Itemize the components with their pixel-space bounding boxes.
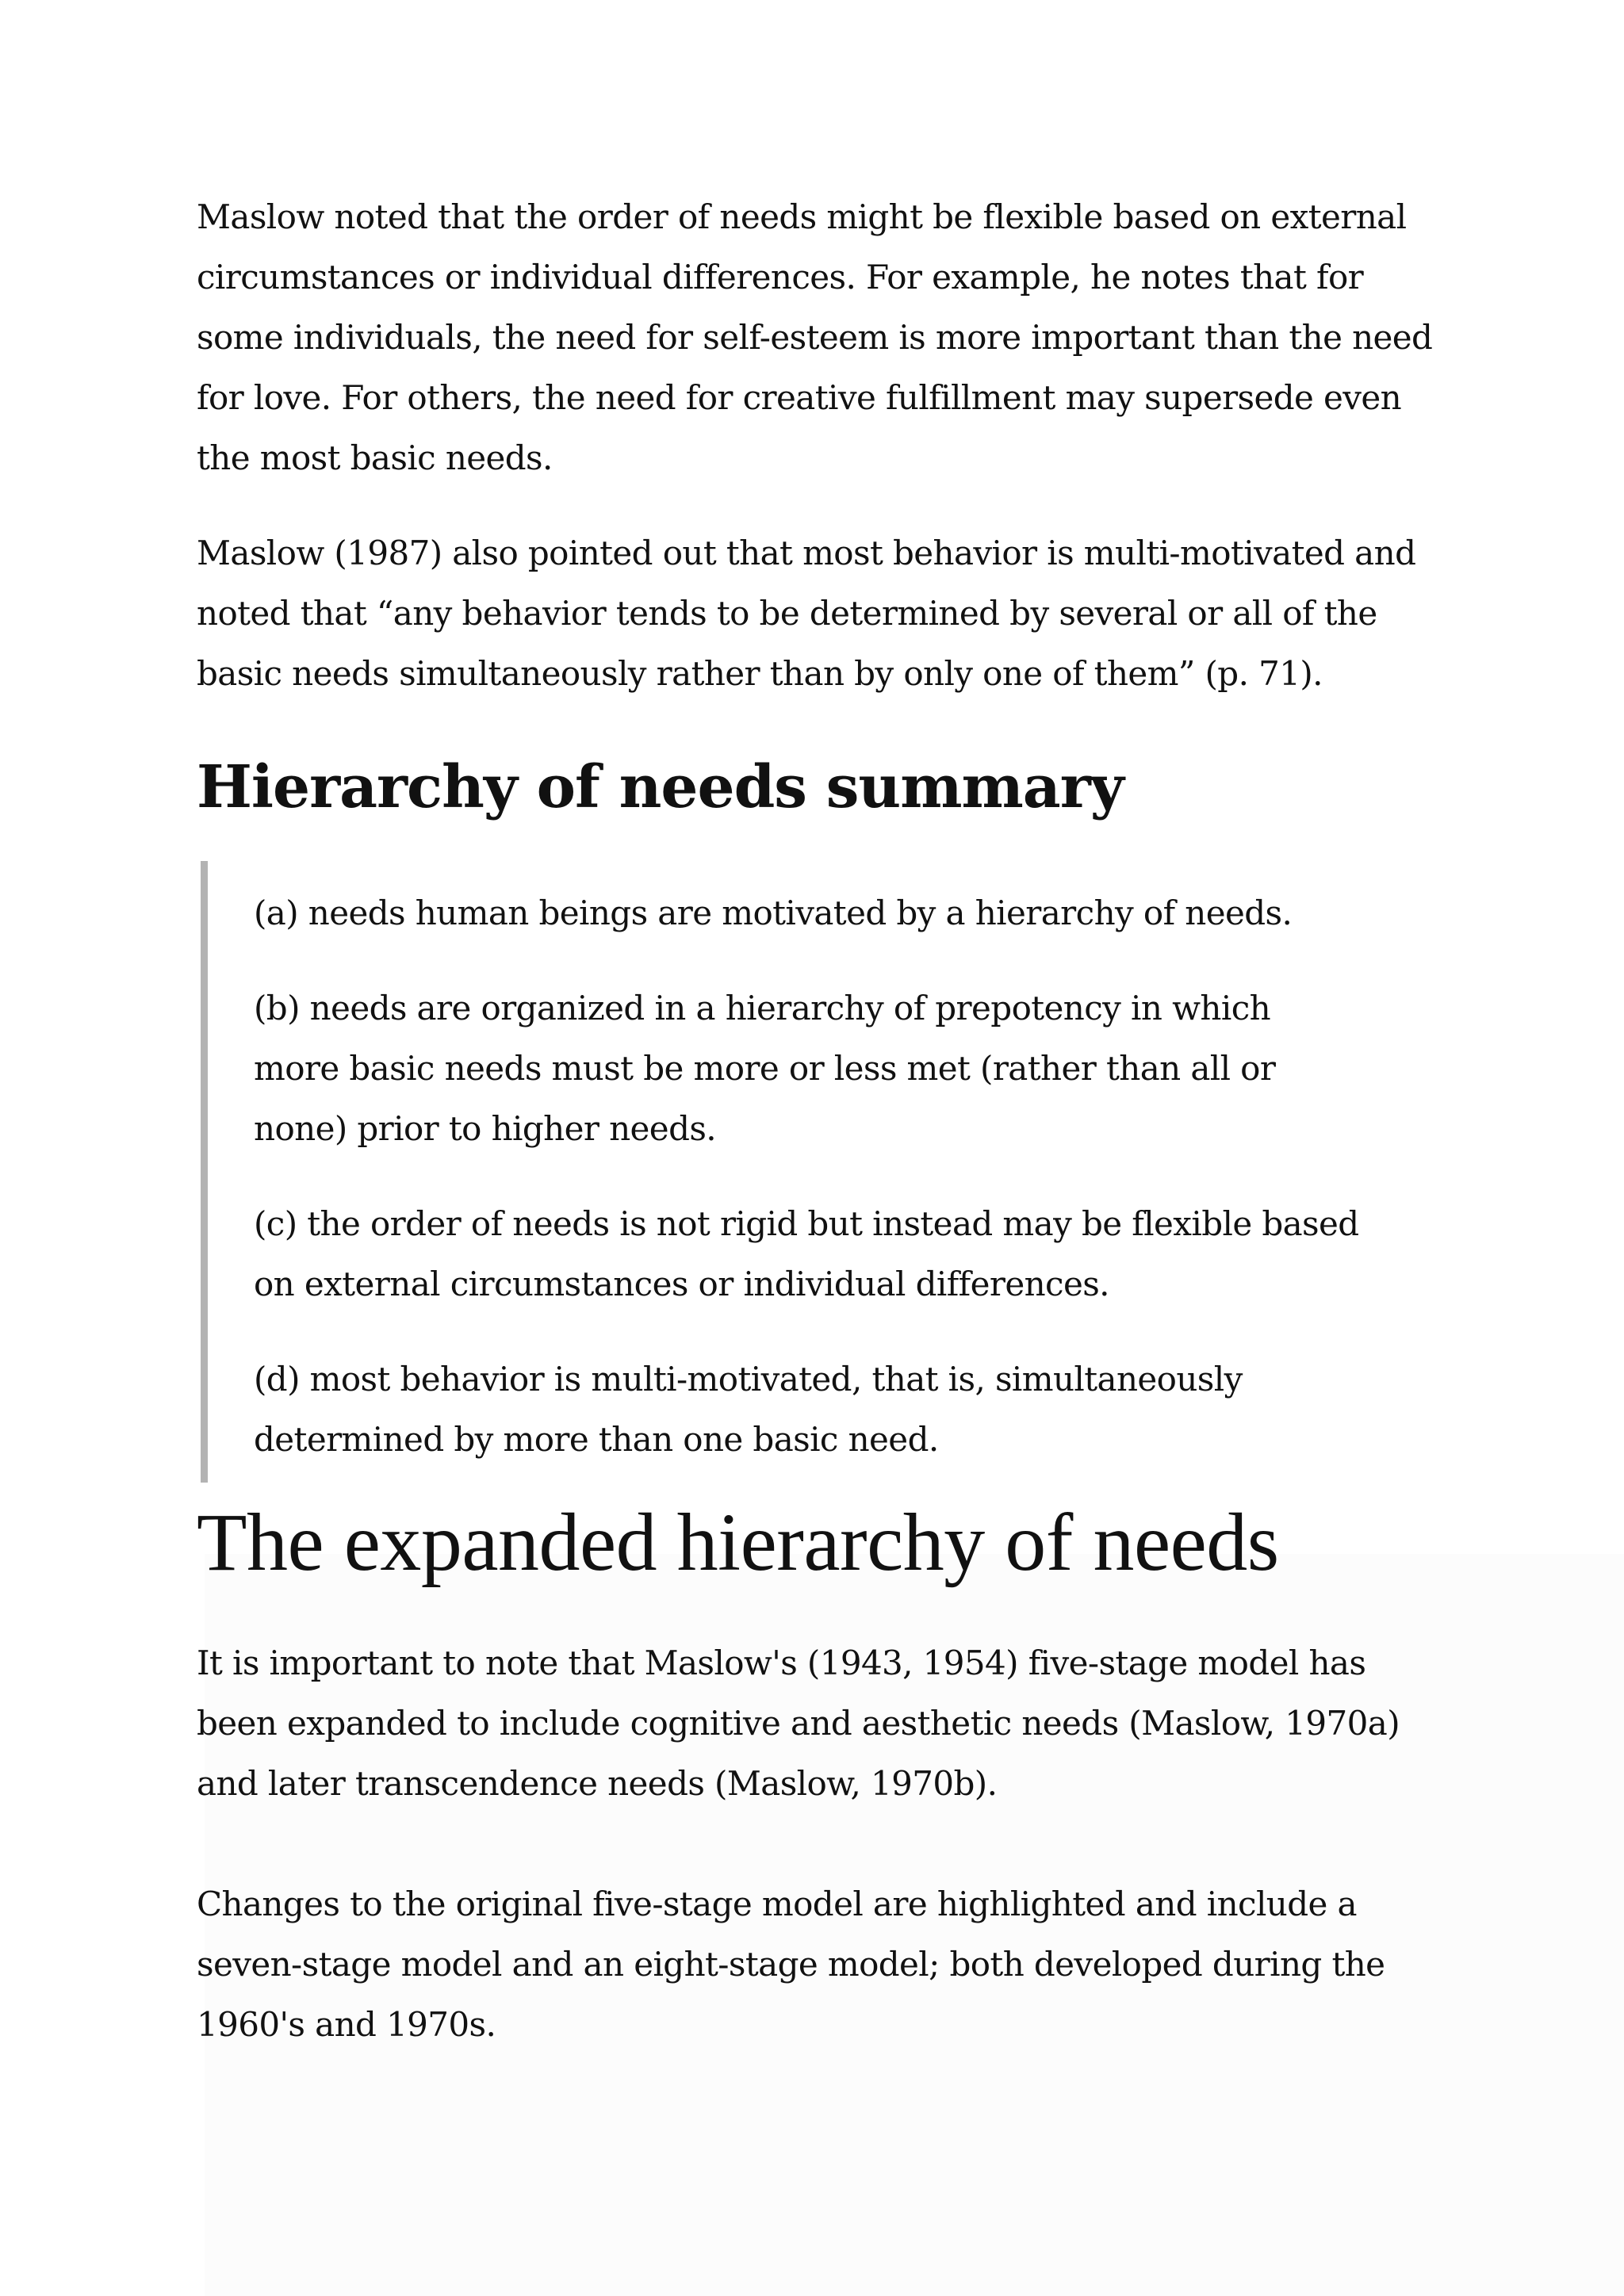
paragraph-order-flexible: Maslow noted that the order of needs might be flexible based on external circumstances or individual differences. For example, he notes that for some individuals, the need for self-esteem is more important than the need for love. For others, the need for creative fulfillment may supersede even the most basic needs. (197, 197, 1433, 477)
paragraph-expanded-model: It is important to note that Maslow's (1943, 1954) five-stage model has been expanded to include cognitive and aesthetic needs (Maslow, 1970a) and later transcendence needs (Maslow, 1970b). (197, 1644, 1400, 1803)
expanded-hierarchy-heading: The expanded hierarchy of needs (197, 1497, 1279, 1588)
summary-item-d: (d) most behavior is multi-motivated, that is, simultaneously determined by more than one basic need. (254, 1360, 1243, 1459)
summary-heading: Hierarchy of needs summary (197, 753, 1124, 821)
article-content (197, 187, 1450, 2055)
blockquote-bar (201, 861, 208, 1483)
summary-blockquote (197, 861, 1364, 1470)
summary-item-b: (b) needs are organized in a hierarchy of prepotency in which more basic needs must be more or less met (rather than all or none) prior to higher needs. (254, 989, 1276, 1148)
summary-item-c: (c) the order of needs is not rigid but instead may be flexible based on external circumstances or individual differences. (254, 1204, 1359, 1303)
summary-item-a: (a) needs human beings are motivated by a hierarchy of needs. (254, 894, 1293, 932)
paragraph-model-changes: Changes to the original five-stage model are highlighted and include a seven-stage model and an eight-stage model; both developed during the 1960's and 1970s. (197, 1885, 1385, 2044)
paragraph-multi-motivated: Maslow (1987) also pointed out that most behavior is multi-motivated and noted that “any behavior tends to be determined by several or all of the basic needs simultaneously rather than by only one of them” (p. 71). (197, 534, 1416, 693)
